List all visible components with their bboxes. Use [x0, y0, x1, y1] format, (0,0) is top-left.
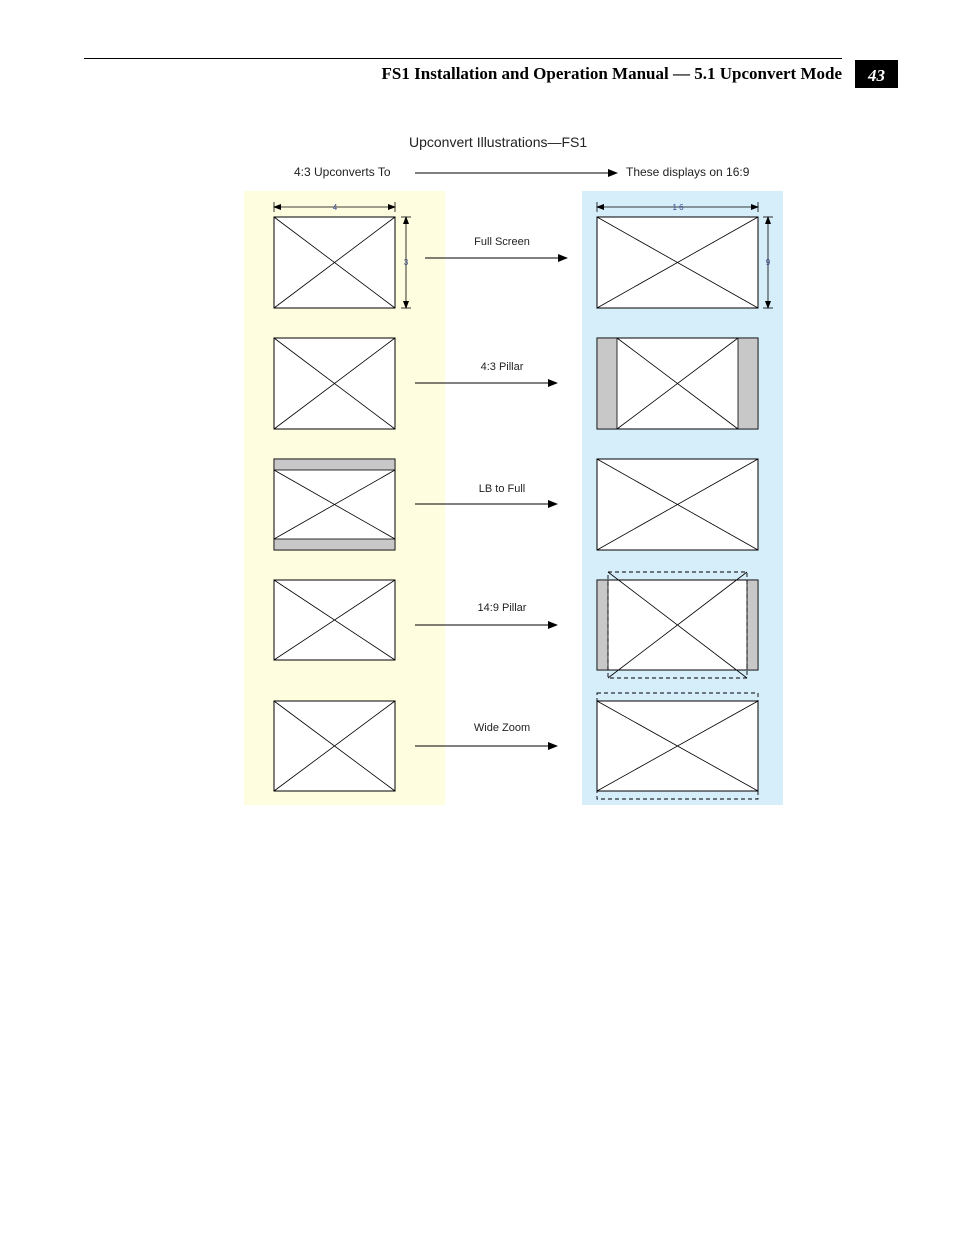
mode-2-target-bar-left	[597, 338, 617, 429]
source-height-label: 3	[403, 258, 409, 267]
source-width-label: 4	[332, 203, 338, 212]
right-column-heading: These displays on 16:9	[626, 165, 750, 179]
page-number: 43	[855, 60, 898, 88]
figure-title: Upconvert Illustrations—FS1	[409, 134, 588, 150]
mode-5-label: Wide Zoom	[473, 722, 531, 734]
mode-3-source-bar-bottom	[274, 539, 395, 550]
target-width-label: 1 6	[672, 203, 684, 212]
mode-2-target-bar-right	[738, 338, 758, 429]
mode-4-label: 14:9 Pillar	[477, 602, 527, 614]
page-header-title: FS1 Installation and Operation Manual — 5.1 Upconvert Mode	[381, 64, 842, 83]
left-column-heading: 4:3 Upconverts To	[294, 165, 391, 179]
mode-4-target-bar-left	[597, 580, 608, 670]
mode-2-label: 4:3 Pillar	[480, 361, 524, 373]
mode-1-label: Full Screen	[474, 236, 530, 248]
mode-4-target-bar-right	[747, 580, 758, 670]
mode-3-source-bar-top	[274, 459, 395, 470]
mode-3-label: LB to Full	[478, 483, 526, 495]
target-height-label: 9	[765, 258, 771, 267]
